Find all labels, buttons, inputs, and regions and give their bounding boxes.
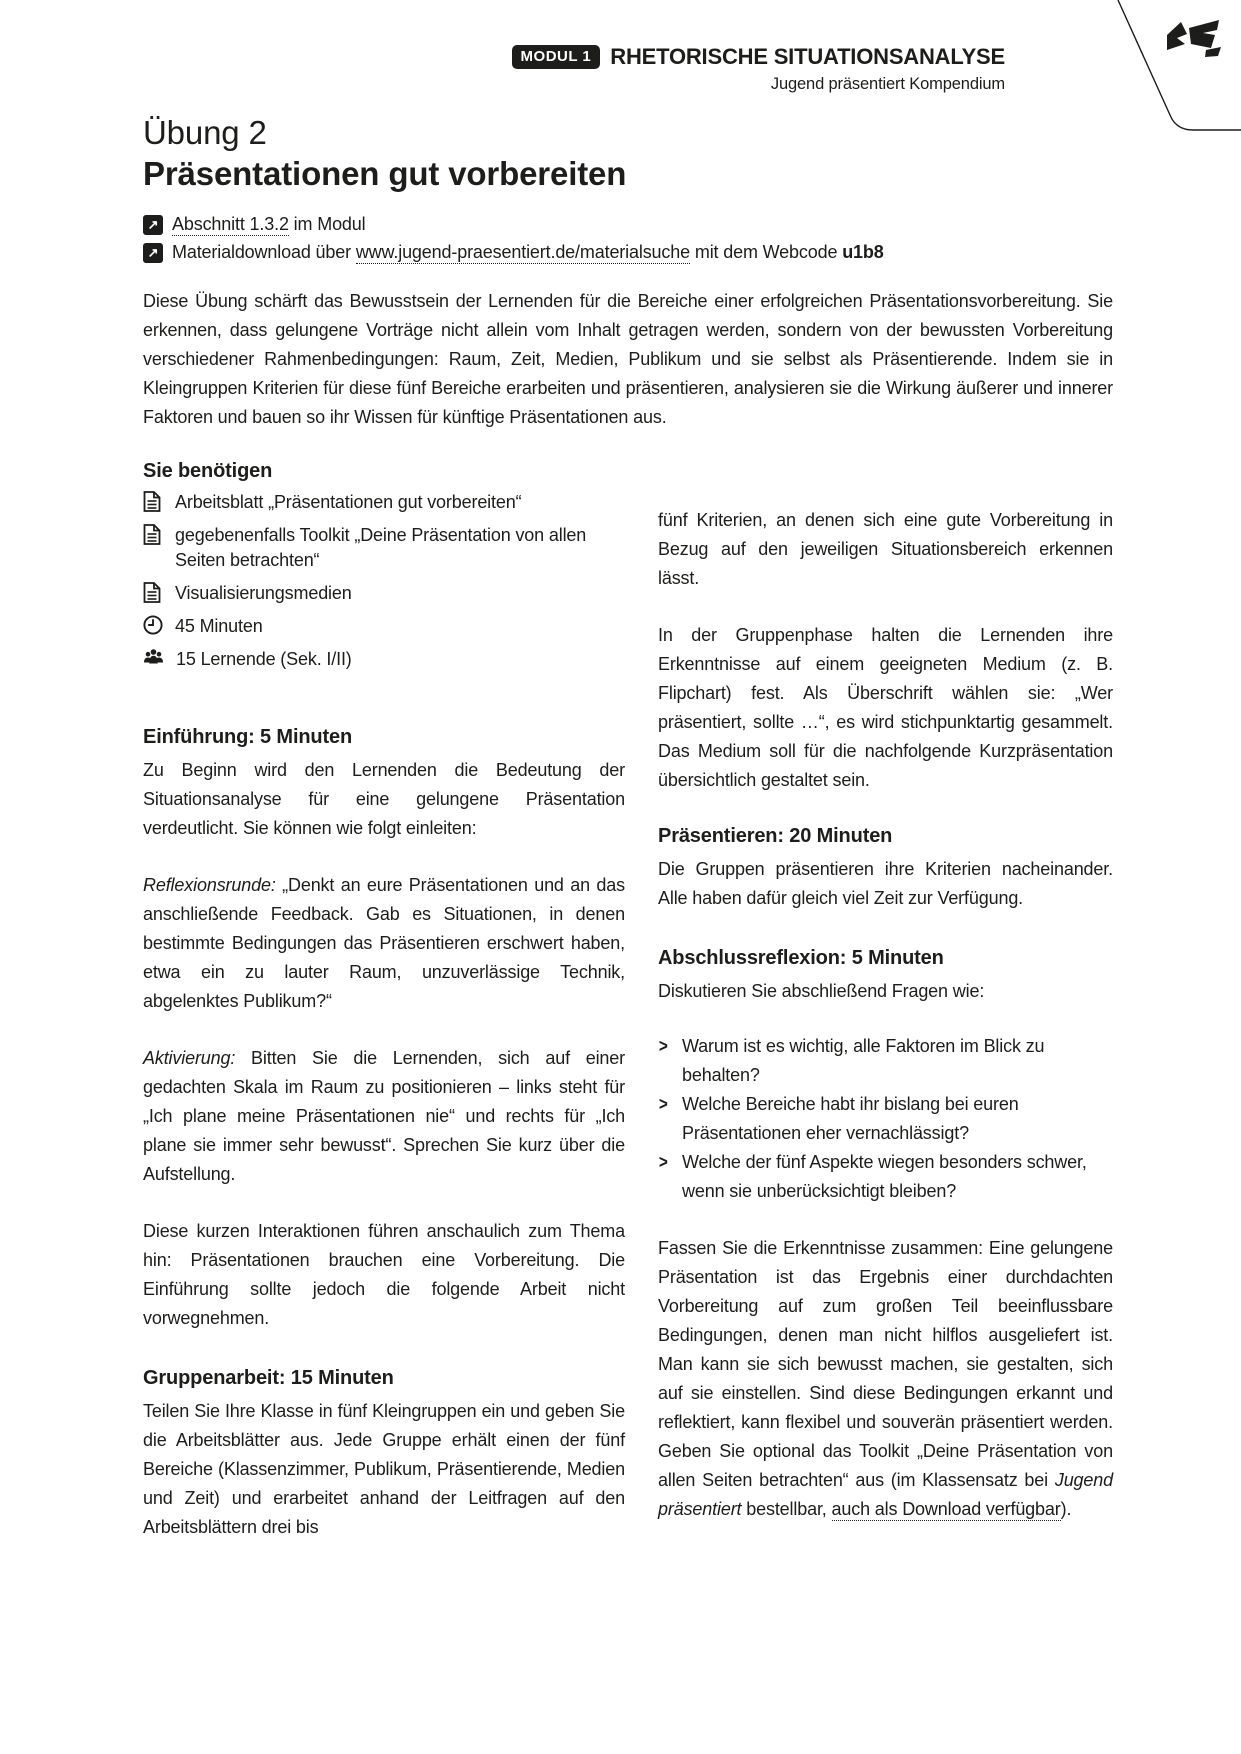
question-text: Warum ist es wichtig, alle Faktoren im Blick zu behalten? bbox=[682, 1036, 1045, 1085]
section-link-text: Abschnitt 1.3.2 im Modul bbox=[172, 214, 366, 234]
jugend-praesentiert-logo-icon bbox=[1167, 20, 1221, 57]
document-icon bbox=[143, 523, 163, 573]
webcode: u1b8 bbox=[842, 242, 884, 262]
document-icon bbox=[143, 490, 163, 515]
list-item bbox=[143, 614, 625, 639]
exercise-number-title: Übung 2 bbox=[143, 114, 267, 151]
list-item bbox=[143, 581, 625, 606]
exercise-title: Präsentationen gut vorbereiten bbox=[143, 155, 627, 192]
list-item bbox=[658, 1032, 1113, 1090]
list-item bbox=[658, 1090, 1113, 1148]
list-item-label: 15 Lernende (Sek. I/II) bbox=[176, 649, 352, 669]
reflexionsrunde-label: Reflexionsrunde: bbox=[143, 875, 276, 895]
page-header bbox=[512, 44, 1005, 94]
clock-icon bbox=[143, 614, 163, 639]
einfuehrung-p1: Zu Beginn wird den Lernenden die Bedeutung der Situationsanalyse für eine gelungene Präsentation verdeutlicht. Sie können wie folgt einleiten: bbox=[143, 760, 625, 838]
list-item bbox=[658, 1148, 1113, 1206]
brand-name: Jugend präsentiert bbox=[658, 1470, 1113, 1519]
abschlussreflexion-p1: Diskutieren Sie abschließend Fragen wie: bbox=[658, 981, 985, 1001]
gruppenarbeit-p1-right: fünf Kriterien, an denen sich eine gute Vorbereitung in Bezug auf den jeweiligen Situationsbereich erkennen lässt. bbox=[658, 510, 1113, 588]
list-item bbox=[143, 647, 625, 672]
module-title: RHETORISCHE SITUATIONSANALYSE bbox=[610, 44, 1005, 69]
people-icon bbox=[143, 647, 164, 672]
download-link[interactable]: auch als Download verfügbar bbox=[831, 1499, 1061, 1519]
abschlussreflexion-heading: Abschlussreflexion: 5 Minuten bbox=[658, 947, 944, 969]
compendium-subtitle: Jugend präsentiert Kompendium bbox=[770, 75, 1005, 93]
requirements-heading: Sie benötigen bbox=[143, 460, 273, 482]
chevron-right-icon: > bbox=[658, 1094, 668, 1114]
arrow-up-right-icon: ↗ bbox=[143, 243, 163, 263]
list-item-label: gegebenenfalls Toolkit „Deine Präsentation von allen Seiten betrachten“ bbox=[175, 525, 587, 570]
list-item bbox=[143, 490, 625, 515]
requirements-list bbox=[143, 490, 625, 672]
aktivierung-label: Aktivierung: bbox=[143, 1048, 236, 1068]
material-link-text: Materialdownload über www.jugend-praesentiert.de/materialsuche mit dem Webcode u1b8 bbox=[172, 242, 884, 262]
gruppenarbeit-p1-left: Teilen Sie Ihre Klasse in fünf Kleingruppen ein und geben Sie die Arbeitsblätter aus. Jede Gruppe erhält einen der fünf Bereiche (Klassenzimmer, Publikum, Präsentierende, Medien und Zeit) und erarbeitet anhand der Leitfragen auf den Arbeitsblättern drei bis bbox=[143, 1401, 625, 1537]
left-column bbox=[143, 458, 625, 1552]
document-icon bbox=[143, 581, 163, 606]
question-text: Welche Bereiche habt ihr bislang bei euren Präsentationen eher vernachlässigt? bbox=[682, 1094, 1019, 1143]
list-item-label: Visualisierungsmedien bbox=[175, 583, 352, 603]
question-text: Welche der fünf Aspekte wiegen besonders schwer, wenn sie unberücksichtigt bleiben? bbox=[682, 1152, 1087, 1201]
gruppenarbeit-p2: In der Gruppenphase halten die Lernenden ihre Erkenntnisse auf einem geeigneten Medium (z. B. Flipchart) fest. Als Überschrift wählen sie: „Wer präsentiert, sollte …“, es wird stichpunktartig gesammelt. Das Medium soll für die nachfolgende Kurzpräsentation übersichtlich gestaltet sein. bbox=[658, 625, 1113, 790]
reference-links bbox=[143, 214, 1113, 263]
chevron-right-icon: > bbox=[658, 1152, 668, 1172]
content bbox=[143, 112, 1113, 1552]
list-item bbox=[143, 523, 625, 573]
section-link[interactable] bbox=[143, 214, 1113, 235]
arrow-up-right-icon: ↗ bbox=[143, 215, 163, 235]
list-item-label: 45 Minuten bbox=[175, 616, 263, 636]
chevron-right-icon: > bbox=[658, 1036, 668, 1056]
module-badge: MODUL 1 bbox=[512, 45, 601, 69]
einfuehrung-p2: Reflexionsrunde: „Denkt an eure Präsentationen und an das anschließende Feedback. Gab es Situationen, in denen bestimmte Bedingungen das Präsentieren erschwert haben, etwa ein zu lauter Raum, unzuverlässige Technik, abgelenktes Publikum?“ bbox=[143, 875, 625, 1011]
reflection-questions bbox=[658, 1032, 1113, 1206]
gruppenarbeit-heading: Gruppenarbeit: 15 Minuten bbox=[143, 1367, 394, 1389]
einfuehrung-p4: Diese kurzen Interaktionen führen anschaulich zum Thema hin: Präsentationen brauchen eine Vorbereitung. Die Einführung sollte jedoch die folgende Arbeit nicht vorwegnehmen. bbox=[143, 1221, 625, 1328]
einfuehrung-heading: Einführung: 5 Minuten bbox=[143, 726, 353, 748]
material-download-link[interactable] bbox=[143, 242, 1113, 263]
einfuehrung-p3: Aktivierung: Bitten Sie die Lernenden, sich auf einer gedachten Skala im Raum zu positionieren – links steht für „Ich plane meine Präsentationen nie“ und rechts für „Ich plane sie immer sehr bewusst“. Sprechen Sie kurz über die Aufstellung. bbox=[143, 1048, 625, 1184]
intro-paragraph: Diese Übung schärft das Bewusstsein der Lernenden für die Bereiche einer erfolgreichen Präsentationsvorbereitung. Sie erkennen, dass gelungene Vorträge nicht allein vom Inhalt getragen werden, sondern von der bewussten Vorbereitung verschiedener Rahmenbedingungen: Raum, Zeit, Medien, Publikum und sie selbst als Präsentierende. Indem sie in Kleingruppen Kriterien für diese fünf Bereiche erarbeiten und präsentieren, analysieren sie die Wirkung äußerer und innerer Faktoren und bauen so ihr Wissen für künftige Präsentationen aus. bbox=[143, 291, 1113, 427]
section-link-target[interactable]: Abschnitt 1.3.2 bbox=[172, 214, 289, 234]
praesentieren-p1: Die Gruppen präsentieren ihre Kriterien nacheinander. Alle haben dafür gleich viel Zeit zur Verfügung. bbox=[658, 859, 1113, 908]
praesentieren-heading: Präsentieren: 20 Minuten bbox=[658, 825, 893, 847]
material-url[interactable]: www.jugend-praesentiert.de/materialsuche bbox=[355, 242, 690, 262]
list-item-label: Arbeitsblatt „Präsentationen gut vorbereiten“ bbox=[175, 492, 522, 512]
summary-paragraph: Fassen Sie die Erkenntnisse zusammen: Eine gelungene Präsentation ist das Ergebnis einer durchdachten Vorbereitung auf zum großen Teil beeinflussbare Bedingungen, denen man nicht hilflos ausgeliefert ist. Man kann sie sich bewusst machen, sie gestalten, sich auf sie einstellen. Sind diese Bedingungen erkannt und reflektiert, kann flexibel und souverän präsentiert werden. Geben Sie optional das Toolkit „Deine Präsentation von allen Seiten betrachten“ aus (im Klassensatz bei Jugend präsentiert bestellbar, auch als Download verfügbar). bbox=[658, 1238, 1113, 1519]
right-column bbox=[658, 458, 1113, 1552]
